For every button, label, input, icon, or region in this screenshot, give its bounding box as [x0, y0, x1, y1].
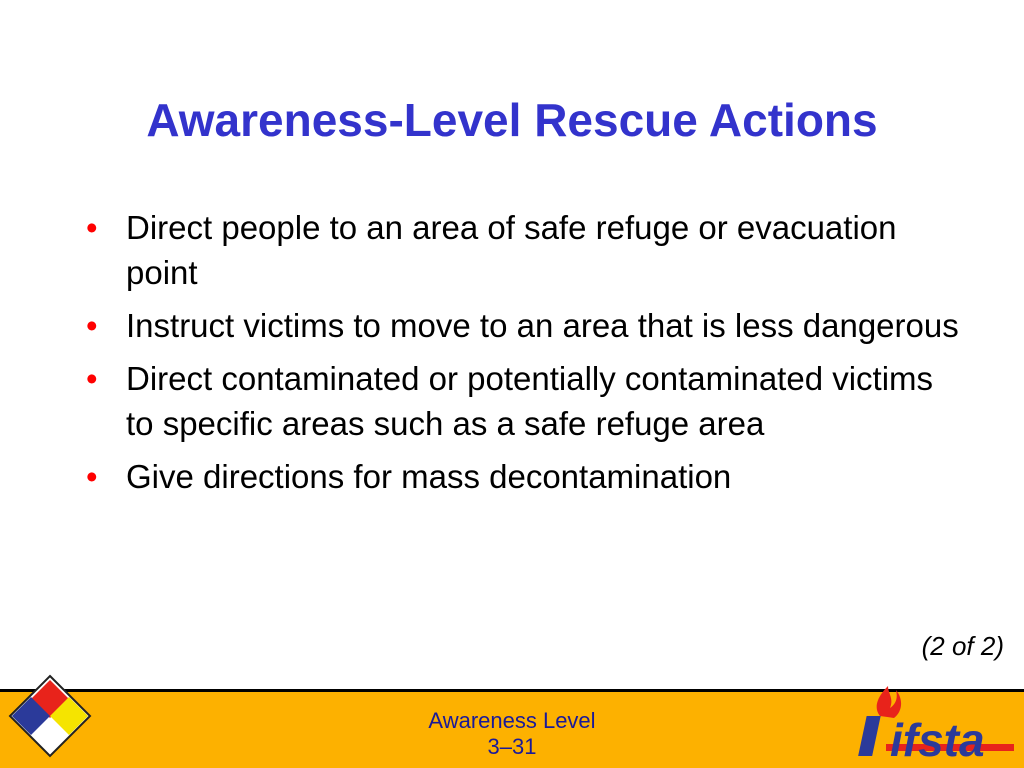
- page-of-indicator: (2 of 2): [921, 631, 1004, 661]
- bullet-text: Direct contaminated or potentially contaminated victims to specific areas such as a safe refuge area: [126, 360, 934, 442]
- bullet-item: [86, 454, 966, 499]
- bullet-marker: •: [86, 458, 98, 495]
- bullet-marker: •: [86, 209, 98, 246]
- ifsta-logo-text: ifsta: [890, 714, 985, 762]
- bullet-text: Direct people to an area of safe refuge or evacuation point: [126, 209, 897, 291]
- bullet-item: [86, 356, 966, 446]
- footer-label: Awareness Level: [428, 708, 596, 733]
- bullet-item: [86, 303, 966, 348]
- slide-title: Awareness-Level Rescue Actions: [146, 94, 878, 146]
- hazard-diamond-icon: [8, 674, 92, 758]
- bullet-marker: •: [86, 307, 98, 344]
- bullet-item: [86, 205, 966, 295]
- bullet-marker: •: [86, 360, 98, 397]
- bullet-list: [86, 205, 966, 507]
- bullet-text: Give directions for mass decontamination: [126, 458, 732, 495]
- ifsta-logo: [858, 672, 1014, 762]
- page-number: 3–31: [487, 734, 537, 759]
- bullet-text: Instruct victims to move to an area that is less dangerous: [126, 307, 959, 344]
